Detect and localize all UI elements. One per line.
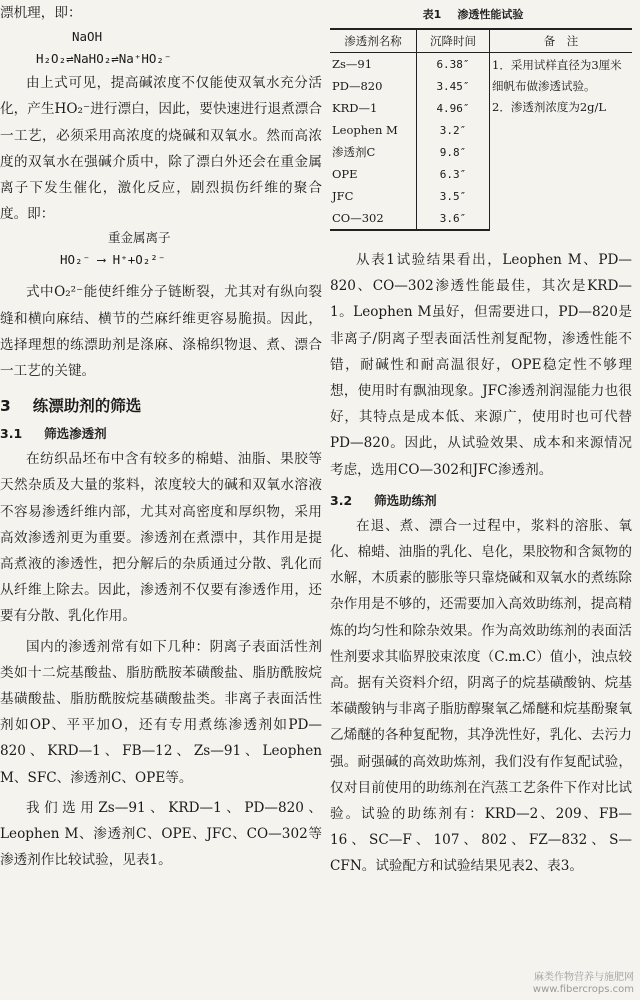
subsection-title: 筛选渗透剂 — [44, 426, 107, 442]
penetrant-name: Zs—91 — [330, 53, 417, 76]
paragraph-table-results: 从表1试验结果看出，Leophen M、PD—820、CO—302渗透性能最佳，其次是KRD—1。Leophen M虽好，但需要进口，PD—820是非离子/阴离子型表面活性剂复配物，渗透性能不错，耐碱性和耐高温很好，OPE稳定性不够理想，使用时有飘油现象。JFC渗透剂润湿能力也很好，其特点是成本低、来源广，使用时也可代替PD—820。因此，从试验效果、成本和来源情况考虑，选用CO—302和JFC渗透剂。 — [330, 252, 632, 478]
settling-time: 6.38″ — [417, 53, 490, 76]
header-remarks: 备 注 — [490, 29, 633, 53]
remark-1: 1．采用试样直径为3厘米细帆布做渗透试验。 — [492, 58, 622, 93]
header-settling-time: 沉降时间 — [417, 29, 490, 53]
remarks-cell — [490, 53, 633, 231]
table-row — [330, 53, 632, 76]
subsection-number: 3.1 — [0, 426, 23, 442]
equation-2: HO₂⁻ ⟶ H⁺+O₂²⁻ — [60, 252, 166, 268]
paragraph-penetrant-role: 在纺织品坯布中含有较多的棉蜡、油脂、果胶等天然杂质及大量的浆料，浓度较大的碱和双氧水溶液不容易渗透纤维内部，尤其对高密度和厚织物，采用高效渗透剂更为重要。渗透剂在煮漂中，其作用是提高煮液的渗透性，把分解后的杂质通过分散、乳化而从纤维上除去。因此，渗透剂不仅要有渗透作用，还要有分散、乳化作用。 — [0, 451, 322, 625]
table-title: 渗透性能试验 — [457, 8, 524, 21]
paragraph-alkali: 由上式可见，提高碱浓度不仅能使双氧水充分活化，产生HO₂⁻进行漂白，因此，要快速进行退煮漂合一工艺，必须采用高浓度的烧碱和双氧水。然而高浓度的双氧水在强碱介质中，除了漂白外还会在重金属离子下发生催化，激化反应，剧烈损伤纤维的聚合度。即： — [0, 75, 322, 223]
paragraph-fiber-damage: 式中O₂²⁻能使纤维分子链断裂，尤其对有纵向裂缝和横向麻结、横节的苎麻纤维更容易脆损。因此，选择理想的练漂助剂是涤麻、涤棉织物退、煮、漂合一工艺的关键。 — [0, 284, 322, 380]
header-penetrant-name: 渗透剂名称 — [330, 29, 417, 53]
penetrant-name: PD—820 — [330, 75, 417, 97]
settling-time: 3.45″ — [417, 75, 490, 97]
penetrant-name: KRD—1 — [330, 97, 417, 119]
section-number: 3 — [0, 397, 11, 416]
section-title: 练漂助剂的筛选 — [32, 397, 142, 416]
settling-time: 3.5″ — [417, 185, 490, 207]
equation-1-condition: NaOH — [72, 29, 103, 45]
penetration-test-table — [330, 28, 632, 231]
penetrant-name: JFC — [330, 185, 417, 207]
subsection-number: 3.2 — [330, 492, 353, 508]
settling-time: 6.3″ — [417, 163, 490, 185]
section-heading — [0, 394, 322, 416]
settling-time: 3.6″ — [417, 207, 490, 230]
settling-time: 4.96″ — [417, 97, 490, 119]
watermark-site-name: 麻类作物营养与施肥网 — [534, 972, 634, 983]
subsection-title: 筛选助练剂 — [374, 492, 437, 508]
penetrant-name: Leophen M — [330, 119, 417, 141]
settling-time: 3.2″ — [417, 119, 490, 141]
penetrant-name: CO—302 — [330, 207, 417, 230]
settling-time: 9.8″ — [417, 141, 490, 163]
remark-2: 2．渗透剂浓度为2g/L — [492, 100, 607, 114]
subsection-heading-3-1 — [0, 424, 322, 442]
table-caption — [330, 6, 632, 22]
paragraph-penetrant-selection: 我们选用Zs—91、KRD—1、PD—820、Leophen M、渗透剂C、OPE、JFC、CO—302等渗透剂作比较试验，见表1。 — [0, 799, 322, 869]
intro-text: 漂机理，即： — [0, 5, 82, 21]
paragraph-scouring-auxiliary: 在退、煮、漂合一过程中，浆料的溶胀、氧化、棉蜡、油脂的乳化、皂化，果胶物和含氮物的水解，木质素的膨胀等只靠烧碱和双氧水的煮练除杂作用是不够的，还需要加入高效助练剂，提高精炼的均匀性和除杂效果。作为高效助练剂的表面活性剂要求其临界胶束浓度（C.m.C）值小，浊点较高。据有关资料介绍，阴离子的烷基磺酸钠、烷基苯磺酸钠与非离子脂肪醇聚氧乙烯醚和烷基酚聚氧乙烯醚的各种复配物，其净洗性好，乳化、去污力强。耐强碱的高效助炼剂，我们没有作复配试验，仅对目前使用的助练剂在汽蒸工艺条件下作对比试验。试验的助练剂有：KRD—2、209、FB—16、SC—F、107、802、FZ—832、S—CFN。试验配方和试验结果见表2、表3。 — [330, 517, 632, 875]
equation-2-condition: 重金属离子 — [108, 230, 171, 246]
watermark — [533, 972, 634, 996]
paragraph-penetrant-types: 国内的渗透剂常有如下几种：阴离子表面活性剂类如十二烷基酸盐、脂肪酰胺苯磺酸盐、脂肪酰胺烷基磺酸盐、脂肪酰胺烷基磺酸盐类。非离子表面活性剂如OP、平平加O，还有专用煮练渗透剂如PD—820、KRD—1、FB—12、Zs—91、Leophen M、SFC、渗透剂C、OPE等。 — [0, 638, 322, 786]
right-column — [330, 0, 632, 1000]
penetrant-name: OPE — [330, 163, 417, 185]
table-label: 表1 — [422, 8, 442, 21]
equation-1: H₂O₂⇌NaHO₂⇌Na⁺HO₂⁻ — [36, 51, 172, 67]
penetrant-name: 渗透剂C — [330, 141, 417, 163]
watermark-url: www.fibercrops.com — [532, 984, 634, 995]
subsection-heading-3-2 — [330, 491, 632, 509]
